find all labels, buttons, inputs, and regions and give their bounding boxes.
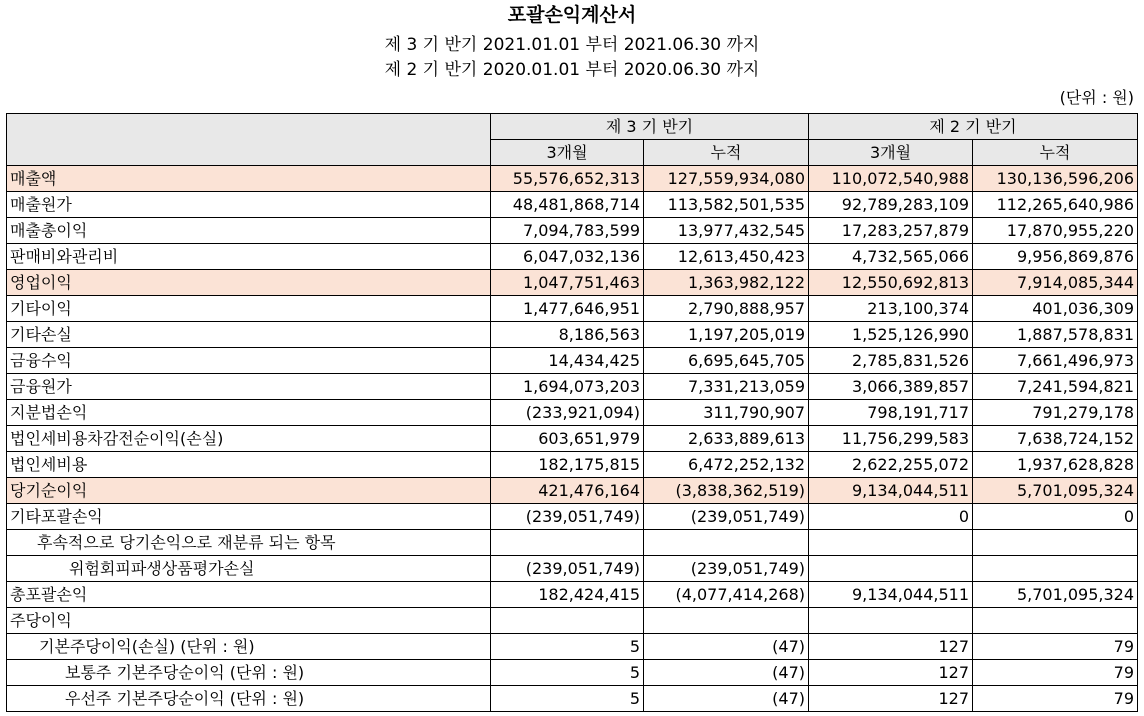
table-row — [7, 530, 1138, 556]
row-label: 법인세비용 — [7, 452, 491, 478]
table-row — [7, 400, 1138, 426]
income-statement-table — [6, 113, 1138, 712]
cell-value: 13,977,432,545 — [644, 218, 809, 244]
cell-value: 5 — [491, 660, 644, 686]
cell-value — [973, 608, 1138, 634]
cell-value: 7,661,496,973 — [973, 348, 1138, 374]
cell-value: 8,186,563 — [491, 322, 644, 348]
row-label: 법인세비용차감전순이익(손실) — [7, 426, 491, 452]
row-label: 매출원가 — [7, 192, 491, 218]
cell-value: (239,051,749) — [644, 556, 809, 582]
cell-value: 0 — [973, 504, 1138, 530]
cell-value: 127 — [809, 686, 973, 712]
table-row — [7, 478, 1138, 504]
cell-value: 130,136,596,206 — [973, 166, 1138, 192]
cell-value: 127 — [809, 660, 973, 686]
header-group-current: 제 3 기 반기 — [491, 114, 809, 140]
cell-value: 213,100,374 — [809, 296, 973, 322]
cell-value: (233,921,094) — [491, 400, 644, 426]
table-row — [7, 296, 1138, 322]
row-label: 매출총이익 — [7, 218, 491, 244]
table-row — [7, 686, 1138, 712]
cell-value: 5 — [491, 634, 644, 660]
cell-value: 1,525,126,990 — [809, 322, 973, 348]
cell-value: (4,077,414,268) — [644, 582, 809, 608]
cell-value: 9,956,869,876 — [973, 244, 1138, 270]
cell-value: 5,701,095,324 — [973, 478, 1138, 504]
table-row — [7, 348, 1138, 374]
header-row-groups — [7, 114, 1138, 140]
cell-value: (239,051,749) — [644, 504, 809, 530]
header-prior-cumulative: 누적 — [973, 140, 1138, 166]
period-current: 제 3 기 반기 2021.01.01 부터 2021.06.30 까지 — [384, 35, 760, 55]
cell-value: 182,175,815 — [491, 452, 644, 478]
table-row — [7, 218, 1138, 244]
cell-value: (239,051,749) — [491, 556, 644, 582]
cell-value: 6,695,645,705 — [644, 348, 809, 374]
table-row — [7, 504, 1138, 530]
row-label: 기본주당이익(손실) (단위 : 원) — [7, 634, 491, 660]
header-group-prior: 제 2 기 반기 — [809, 114, 1138, 140]
cell-value: 1,937,628,828 — [973, 452, 1138, 478]
cell-value: 0 — [809, 504, 973, 530]
cell-value: (3,838,362,519) — [644, 478, 809, 504]
row-label: 판매비와관리비 — [7, 244, 491, 270]
cell-value: 14,434,425 — [491, 348, 644, 374]
cell-value — [491, 608, 644, 634]
cell-value: 2,633,889,613 — [644, 426, 809, 452]
cell-value: 6,472,252,132 — [644, 452, 809, 478]
cell-value: 11,756,299,583 — [809, 426, 973, 452]
header-current-three-month: 3개월 — [491, 140, 644, 166]
row-label: 금융원가 — [7, 374, 491, 400]
cell-value: (47) — [644, 660, 809, 686]
cell-value: 110,072,540,988 — [809, 166, 973, 192]
cell-value: 7,331,213,059 — [644, 374, 809, 400]
cell-value: 1,047,751,463 — [491, 270, 644, 296]
cell-value: 791,279,178 — [973, 400, 1138, 426]
cell-value: (239,051,749) — [491, 504, 644, 530]
cell-value: 17,283,257,879 — [809, 218, 973, 244]
cell-value: 79 — [973, 660, 1138, 686]
row-label: 매출액 — [7, 166, 491, 192]
cell-value: 12,613,450,423 — [644, 244, 809, 270]
cell-value: 5 — [491, 686, 644, 712]
cell-value: 798,191,717 — [809, 400, 973, 426]
row-label: 후속적으로 당기손익으로 재분류 되는 항목 — [7, 530, 491, 556]
cell-value: 9,134,044,511 — [809, 582, 973, 608]
table-row — [7, 452, 1138, 478]
row-label: 위험회피파생상품평가손실 — [7, 556, 491, 582]
cell-value — [644, 530, 809, 556]
table-row — [7, 426, 1138, 452]
row-label: 금융수익 — [7, 348, 491, 374]
cell-value: (47) — [644, 634, 809, 660]
cell-value: 92,789,283,109 — [809, 192, 973, 218]
cell-value — [973, 530, 1138, 556]
cell-value: 6,047,032,136 — [491, 244, 644, 270]
cell-value: 1,887,578,831 — [973, 322, 1138, 348]
table-row — [7, 608, 1138, 634]
cell-value: 48,481,868,714 — [491, 192, 644, 218]
cell-value — [809, 556, 973, 582]
cell-value: 79 — [973, 686, 1138, 712]
cell-value: 9,134,044,511 — [809, 478, 973, 504]
cell-value — [973, 556, 1138, 582]
row-label: 주당이익 — [7, 608, 491, 634]
table-row — [7, 660, 1138, 686]
cell-value — [491, 530, 644, 556]
cell-value: 7,638,724,152 — [973, 426, 1138, 452]
cell-value: 112,265,640,986 — [973, 192, 1138, 218]
unit-label: (단위 : 원) — [1059, 88, 1134, 107]
cell-value — [644, 608, 809, 634]
row-label: 당기순이익 — [7, 478, 491, 504]
cell-value: 113,582,501,535 — [644, 192, 809, 218]
cell-value: 3,066,389,857 — [809, 374, 973, 400]
cell-value: 7,241,594,821 — [973, 374, 1138, 400]
cell-value: 127 — [809, 634, 973, 660]
row-label: 보통주 기본주당순이익 (단위 : 원) — [7, 660, 491, 686]
table-row — [7, 556, 1138, 582]
cell-value: 17,870,955,220 — [973, 218, 1138, 244]
cell-value: 2,622,255,072 — [809, 452, 973, 478]
cell-value: 79 — [973, 634, 1138, 660]
table-row — [7, 322, 1138, 348]
cell-value: 1,197,205,019 — [644, 322, 809, 348]
row-label: 지분법손익 — [7, 400, 491, 426]
cell-value: 12,550,692,813 — [809, 270, 973, 296]
table-row — [7, 634, 1138, 660]
row-label: 기타이익 — [7, 296, 491, 322]
table-row — [7, 166, 1138, 192]
statement-title: 포괄손익계산서 — [507, 4, 637, 26]
cell-value: 5,701,095,324 — [973, 582, 1138, 608]
table-row — [7, 244, 1138, 270]
cell-value: (47) — [644, 686, 809, 712]
table-row — [7, 582, 1138, 608]
cell-value: 55,576,652,313 — [491, 166, 644, 192]
period-prior: 제 2 기 반기 2020.01.01 부터 2020.06.30 까지 — [384, 60, 760, 80]
cell-value: 311,790,907 — [644, 400, 809, 426]
cell-value: 401,036,309 — [973, 296, 1138, 322]
row-label: 영업이익 — [7, 270, 491, 296]
cell-value: 2,785,831,526 — [809, 348, 973, 374]
cell-value: 1,694,073,203 — [491, 374, 644, 400]
table-row — [7, 270, 1138, 296]
cell-value: 1,477,646,951 — [491, 296, 644, 322]
cell-value — [809, 530, 973, 556]
row-label: 기타포괄손익 — [7, 504, 491, 530]
header-current-cumulative: 누적 — [644, 140, 809, 166]
cell-value: 7,914,085,344 — [973, 270, 1138, 296]
header-corner-cell — [7, 114, 491, 166]
cell-value: 1,363,982,122 — [644, 270, 809, 296]
cell-value: 2,790,888,957 — [644, 296, 809, 322]
header-prior-three-month: 3개월 — [809, 140, 973, 166]
cell-value — [809, 608, 973, 634]
row-label: 총포괄손익 — [7, 582, 491, 608]
cell-value: 421,476,164 — [491, 478, 644, 504]
cell-value: 182,424,415 — [491, 582, 644, 608]
row-label: 우선주 기본주당순이익 (단위 : 원) — [7, 686, 491, 712]
table-row — [7, 374, 1138, 400]
cell-value: 127,559,934,080 — [644, 166, 809, 192]
table-row — [7, 192, 1138, 218]
row-label: 기타손실 — [7, 322, 491, 348]
cell-value: 603,651,979 — [491, 426, 644, 452]
cell-value: 4,732,565,066 — [809, 244, 973, 270]
cell-value: 7,094,783,599 — [491, 218, 644, 244]
